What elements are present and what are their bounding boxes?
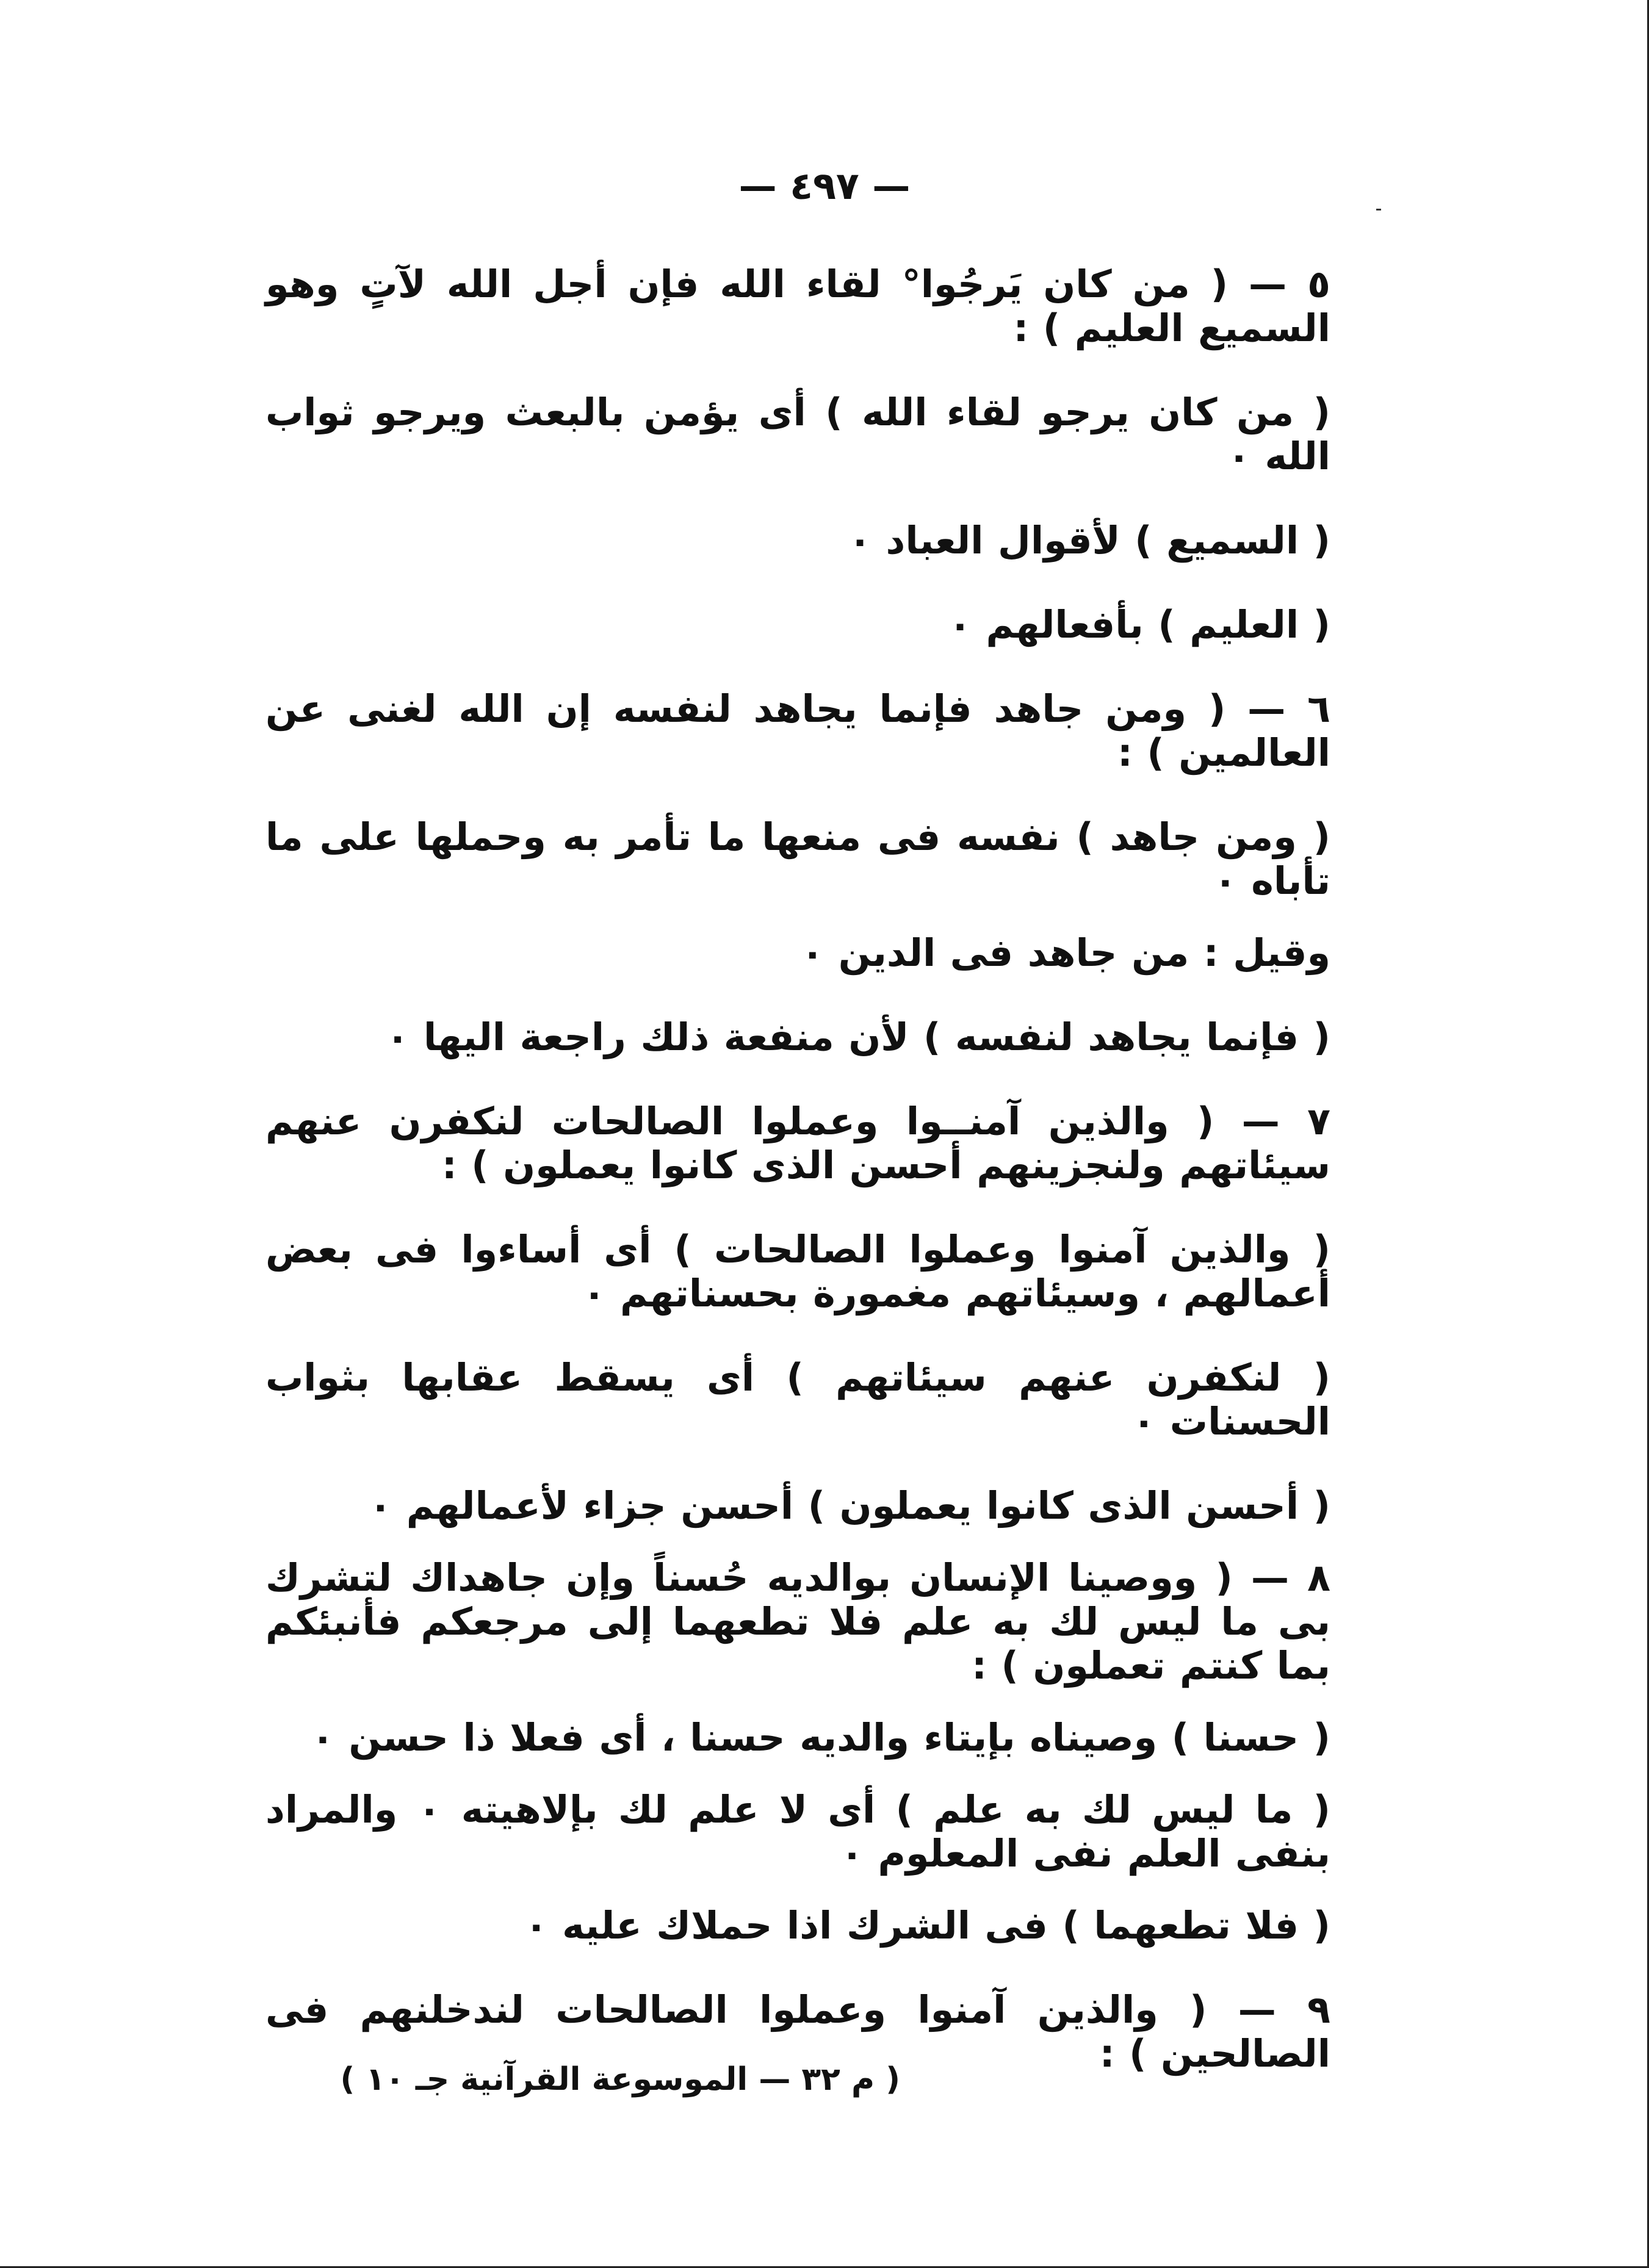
verse-8-gloss-3: ( فلا تطعهما ) فى الشرك اذا حملاك عليه ٠ xyxy=(524,1903,1330,1948)
verse-8-gloss-1: ( حسنا ) وصيناه بإيتاء والديه حسنا ، أى فعلا ذا حسن ٠ xyxy=(311,1715,1330,1760)
verse-5-gloss-3: ( العليم ) بأفعالهم ٠ xyxy=(948,602,1330,647)
verse-7-gloss-3: ( أحسن الذى كانوا يعملون ) أحسن جزاء لأعمالهم ٠ xyxy=(369,1483,1330,1528)
stray-ink-mark xyxy=(1376,209,1381,211)
page-number: — ٤٩٧ — xyxy=(738,164,911,208)
verse-9-heading: ٩ — ( والذين آمنوا وعملوا الصالحات لندخلنهم فى الصالحين ) : xyxy=(265,1987,1330,2076)
verse-6-gloss-2: وقيل : من جاهد فى الدين ٠ xyxy=(801,931,1330,975)
page-footer-signature: ( م ٣٢ — الموسوعة القرآنية جـ ١٠ ) xyxy=(340,2061,900,2098)
verse-5-heading: ٥ — ( من كان يَرجُوا° لقاء الله فإن أجل الله لآتٍ وهو السميع العليم ) : xyxy=(265,262,1330,350)
body-text xyxy=(265,262,1425,2076)
verse-7-gloss-2: ( لنكفرن عنهم سيئاتهم ) أى يسقط عقابها بثواب الحسنات ٠ xyxy=(265,1355,1330,1444)
verse-7-heading: ٧ — ( والذين آمنــوا وعملوا الصالحات لنكفرن عنهم سيئاتهم ولنجزينهم أحسن الذى كانوا يعملون ) : xyxy=(265,1099,1330,1187)
verse-7-gloss-1: ( والذين آمنوا وعملوا الصالحات ) أى أساءوا فى بعض أعمالهم ، وسيئاتهم مغمورة بحسناتهم ٠ xyxy=(265,1227,1330,1316)
verse-8-heading: ٨ — ( ووصينا الإنسان بوالديه حُسناً وإن جاهداك لتشرك بى ما ليس لك به علم فلا تطعهما إلى مرجعكم فأنبئكم بما كنتم تعملون ) : xyxy=(265,1555,1330,1688)
verse-8-gloss-2: ( ما ليس لك به علم ) أى لا علم لك بإلاهيته ٠ والمراد بنفى العلم نفى المعلوم ٠ xyxy=(265,1787,1330,1876)
verse-6-gloss-1: ( ومن جاهد ) نفسه فى منعها ما تأمر به وحملها على ما تأباه ٠ xyxy=(265,815,1330,903)
verse-5-gloss-2: ( السميع ) لأقوال العباد ٠ xyxy=(848,518,1330,563)
verse-5-gloss-1: ( من كان يرجو لقاء الله ) أى يؤمن بالبعث ويرجو ثواب الله ٠ xyxy=(265,390,1330,478)
verse-6-heading: ٦ — ( ومن جاهد فإنما يجاهد لنفسه إن الله لغنى عن العالمين ) : xyxy=(265,686,1330,775)
verse-6-gloss-3: ( فإنما يجاهد لنفسه ) لأن منفعة ذلك راجعة اليها ٠ xyxy=(386,1015,1330,1059)
